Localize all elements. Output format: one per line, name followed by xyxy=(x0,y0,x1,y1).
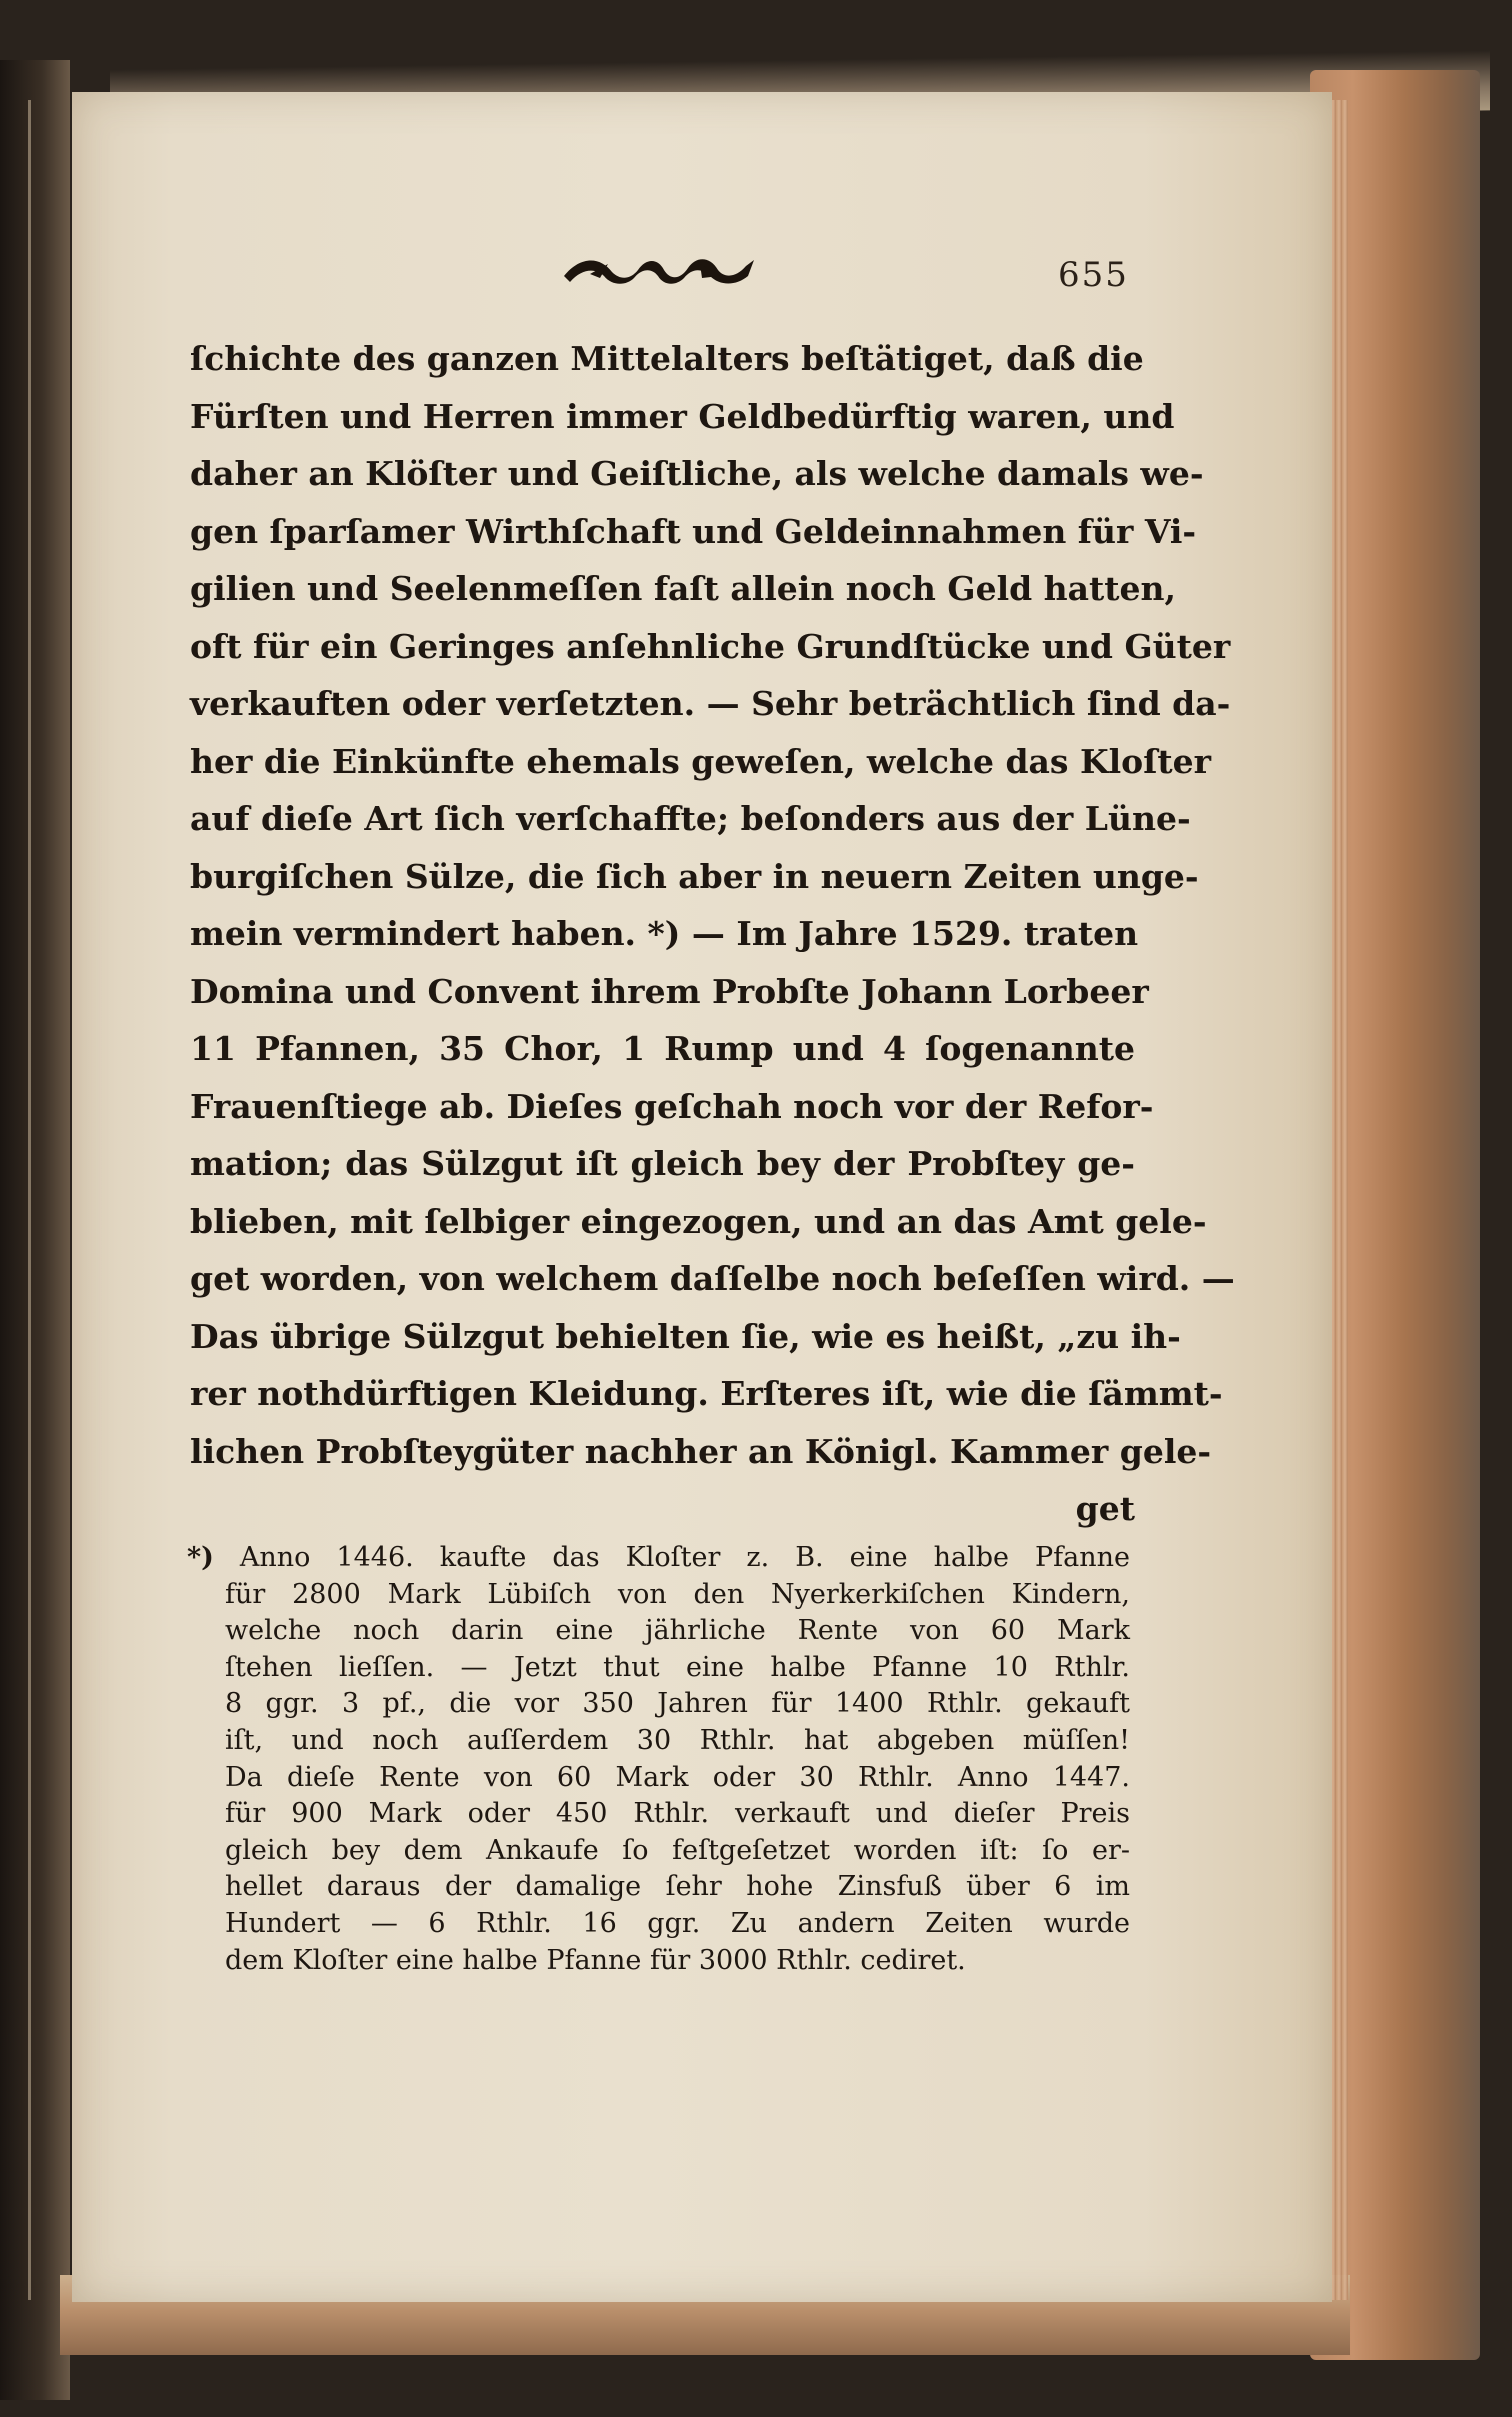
text-line: ſchichte des ganzen Mittelalters beſtätiget, daß die xyxy=(190,339,1144,378)
text-line: gen ſparſamer Wirthſchaft und Geldeinnahmen für Vi- xyxy=(190,511,1197,551)
text-line: Domina und Convent ihrem Probſte Johann Lorbeer xyxy=(190,971,1149,1011)
page-fold-line xyxy=(28,100,31,2300)
footnote-line: Da dieſe Rente von 60 Mark oder 30 Rthlr. Anno 1447. xyxy=(225,1761,1130,1793)
footnote-marker: *) xyxy=(187,1542,214,1573)
text-line: rer nothdürftigen Kleidung. Erſteres iſt, wie die ſämmt- xyxy=(190,1374,1223,1413)
book-left-edge xyxy=(0,60,70,2400)
footnote-line: ſtehen lieſſen. — Jetzt thut eine halbe Pfanne 10 Rthlr. xyxy=(225,1651,1130,1683)
footnote-line: Hundert — 6 Rthlr. 16 ggr. Zu andern Zeiten wurde xyxy=(225,1907,1130,1939)
text-line: Das übrige Sülzgut behielten ſie, wie es heißt, „zu ih- xyxy=(190,1316,1181,1356)
footnote-line: welche noch darin eine jährliche Rente von 60 Mark xyxy=(225,1615,1130,1647)
footnote-line: gleich bey dem Ankaufe ſo feſtgeſetzet worden iſt: ſo er- xyxy=(225,1834,1130,1866)
text-line: her die Einkünfte ehemals geweſen, welche das Kloſter xyxy=(190,741,1212,781)
text-line: mein vermindert haben. *) — Im Jahre 1529. traten xyxy=(190,914,1139,953)
footnote-line xyxy=(187,1540,1130,1577)
footnote-line: für 2800 Mark Lübiſch von den Nyerkerkiſchen Kindern, xyxy=(225,1578,1130,1610)
text-line: burgiſchen Sülze, die ſich aber in neuern Zeiten unge- xyxy=(190,856,1199,896)
text-line: blieben, mit ſelbiger eingezogen, und an das Amt gele- xyxy=(190,1201,1207,1241)
text-line: auf dieſe Art ſich verſchaffte; beſonders aus der Lüne- xyxy=(190,799,1191,838)
footnote-line: für 900 Mark oder 450 Rthlr. verkauft und dieſer Preis xyxy=(225,1798,1130,1830)
text-line: get worden, von welchem daſſelbe noch beſeſſen wird. — xyxy=(190,1259,1235,1298)
footnote-line: 8 ggr. 3 pf., die vor 350 Jahren für 1400 Rthlr. gekauft xyxy=(225,1688,1130,1720)
text-line: verkauften oder verſetzten. — Sehr beträchtlich ſind da- xyxy=(190,684,1231,723)
text-line: lichen Probſteygüter nachher an Königl. Kammer gele- xyxy=(190,1431,1212,1471)
page-number: 655 xyxy=(1058,255,1129,295)
footnote-block xyxy=(187,1540,1130,1979)
catchword: get xyxy=(1075,1489,1135,1528)
text-line: Fürſten und Herren immer Geldbedürftig waren, und xyxy=(190,396,1175,436)
main-text-block xyxy=(190,330,1235,1538)
text-line: 11 Pfannen, 35 Chor, 1 Rump und 4 ſogenannte xyxy=(190,1029,1135,1068)
text-line: daher an Klöſter und Geiſtliche, als welche damals we- xyxy=(190,454,1204,493)
text-line: oft für ein Geringes anſehnliche Grundſtücke und Güter xyxy=(190,626,1231,666)
footnote-line-text: Anno 1446. kaufte das Kloſter z. B. eine halbe Pfanne xyxy=(239,1542,1130,1573)
text-line: Frauenſtiege ab. Dieſes geſchah noch vor der Refor- xyxy=(190,1086,1154,1126)
footnote-line: hellet daraus der damalige ſehr hohe Zinsfuß über 6 im xyxy=(225,1871,1130,1903)
text-line: mation; das Sülzgut iſt gleich bey der Probſtey ge- xyxy=(190,1144,1135,1183)
footnote-line: iſt, und noch auſſerdem 30 Rthlr. hat abgeben müſſen! xyxy=(225,1724,1130,1756)
footnote-line: dem Kloſter eine halbe Pfanne für 3000 Rthlr. cediret. xyxy=(225,1944,966,1976)
header-ornament-icon xyxy=(560,246,760,292)
text-line: gilien und Seelenmeſſen faſt allein noch Geld hatten, xyxy=(190,569,1177,608)
